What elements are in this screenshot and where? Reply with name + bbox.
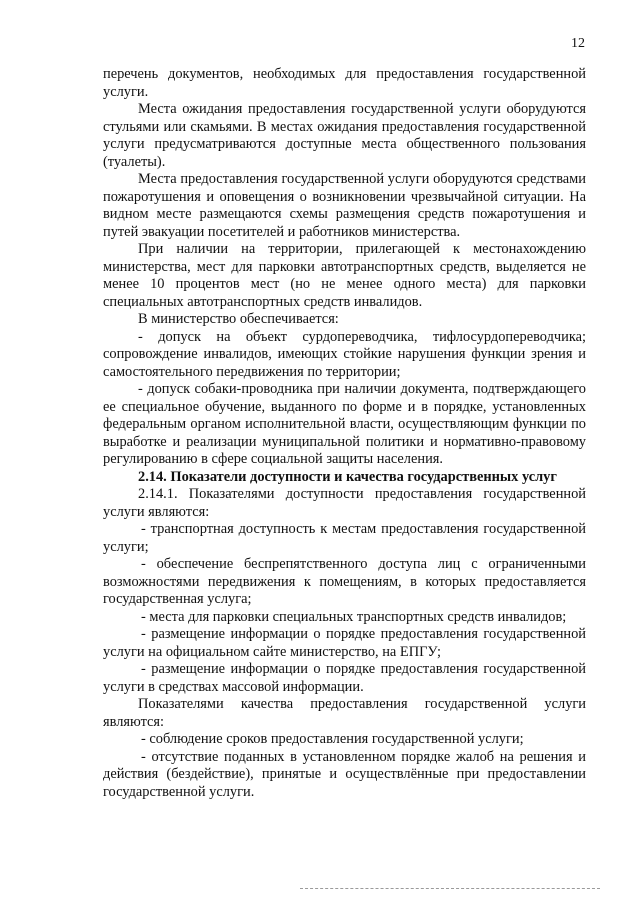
list-item-parking-places: - места для парковки специальных транспортных средств инвалидов; <box>141 608 567 625</box>
paragraph-waiting-places: Места ожидания предоставления государственной услуги оборудуются стульями или скамьями. В местах ожидания предоставления государственной услуги предусматриваются доступные места общественного пользования (туалеты). <box>103 101 586 170</box>
section-heading-2-14: 2.14. Показатели доступности и качества государственных услуг <box>138 468 557 485</box>
document-body <box>103 66 586 801</box>
paragraph-2-14-1: 2.14.1. Показателями доступности предоставления государственной услуги являются: <box>103 486 586 520</box>
paragraph-parking: При наличии на территории, прилегающей к местонахождению министерства, мест для парковки автотранспортных средств, выделяется не менее 10 процентов мест (но не менее одного места) для парковки специальных автотранспортных средств инвалидов. <box>103 241 586 310</box>
paragraph-fire-safety: Места предоставления государственной услуги оборудуются средствами пожаротушения и оповещения о возникновении чрезвычайной ситуации. На видном месте размещаются схемы размещения средств пожаротушения и путей эвакуации посетителей и работников министерства. <box>103 171 586 240</box>
list-item-transport-access: - транспортная доступность к местам предоставления государственной услуги; <box>103 521 586 555</box>
paragraph-quality-indicators: Показателями качества предоставления государственной услуги являются: <box>103 696 586 730</box>
list-item-website-info: - размещение информации о порядке предоставления государственной услуги на официальном сайте министерство, на ЕПГУ; <box>103 626 586 660</box>
list-item-sign-interpreter: - допуск на объект сурдопереводчика, тифлосурдопереводчика; сопровождение инвалидов, имеющих стойкие нарушения функции зрения и самостоятельного передвижения по территории; <box>103 328 586 380</box>
footer-divider <box>300 888 600 889</box>
list-item-guide-dog: - допуск собаки-проводника при наличии документа, подтверждающего ее специальное обучение, выданного по форме и в порядке, установленных федеральным органом исполнительной власти, осуществляющим функции по выработке и реализации муниципальной политики и нормативно-правовому регулированию в сфере социальной защиты населения. <box>103 381 586 467</box>
list-item-deadlines: - соблюдение сроков предоставления государственной услуги; <box>141 731 524 747</box>
list-item-no-complaints: - отсутствие поданных в установленном порядке жалоб на решения и действия (бездействие), принятые и осуществлённые при предоставлении государственной услуги. <box>103 748 586 800</box>
list-item-mass-media-info: - размещение информации о порядке предоставления государственной услуги в средствах массовой информации. <box>103 661 586 695</box>
paragraph-ministry-provides: В министерство обеспечивается: <box>138 311 339 327</box>
list-item-barrier-free-access: - обеспечение беспрепятственного доступа лиц с ограниченными возможностями передвижения к помещениям, в которых предоставляется государственная услуга; <box>103 556 586 607</box>
paragraph-continuation: перечень документов, необходимых для предоставления государственной услуги. <box>103 66 586 100</box>
page-number: 12 <box>571 36 585 51</box>
